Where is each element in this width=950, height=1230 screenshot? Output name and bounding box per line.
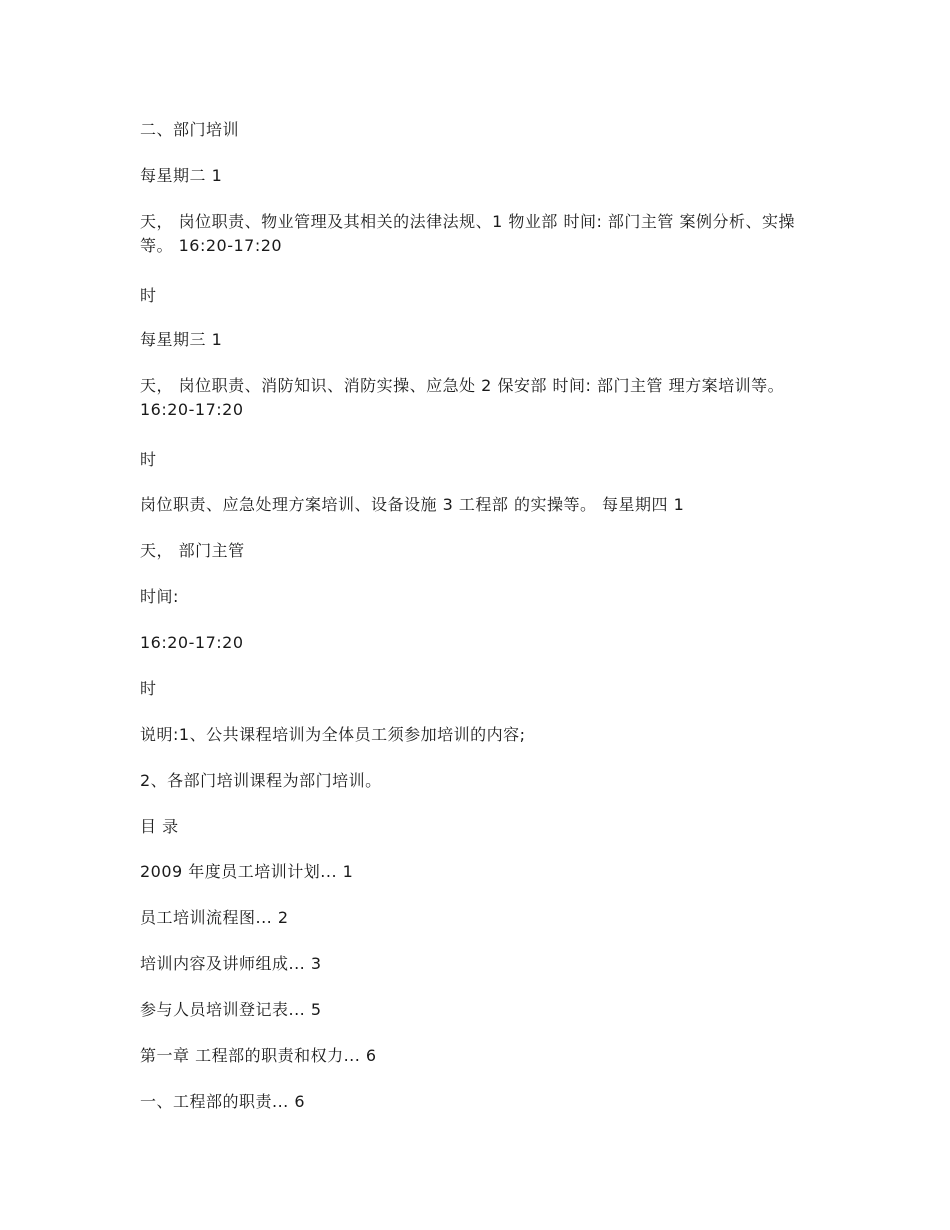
- note-line: 说明:1、公共课程培训为全体员工须参加培训的内容;: [140, 725, 526, 744]
- section-heading: 二、部门培训: [140, 120, 240, 139]
- toc-entry: 第一章 工程部的职责和权力... 6: [140, 1046, 377, 1065]
- text-line: 每星期二 1: [140, 166, 223, 185]
- text-line: 岗位职责、应急处理方案培训、设备设施 3 工程部 的实操等。 每星期四 1: [140, 495, 685, 514]
- text-line: 时: [140, 286, 157, 305]
- text-line: 天， 部门主管: [140, 541, 245, 560]
- text-line: 16:20-17:20: [140, 633, 244, 652]
- text-line: 时: [140, 450, 157, 469]
- toc-entry: 一、工程部的职责... 6: [140, 1092, 306, 1111]
- toc-entry: 培训内容及讲师组成... 3: [140, 954, 322, 973]
- text-line: 时: [140, 679, 157, 698]
- toc-entry: 参与人员培训登记表... 5: [140, 1000, 322, 1019]
- text-line: 每星期三 1: [140, 330, 223, 349]
- text-paragraph: 天， 岗位职责、物业管理及其相关的法律法规、1 物业部 时间: 部门主管 案例分析、实操等。 16:20-17:20: [140, 212, 796, 255]
- text-line: 时间:: [140, 587, 179, 606]
- text-paragraph: 天， 岗位职责、消防知识、消防实操、应急处 2 保安部 时间: 部门主管 理方案培训等。 16:20-17:20: [140, 376, 785, 419]
- toc-entry: 员工培训流程图... 2: [140, 908, 289, 927]
- toc-entry: 2009 年度员工培训计划... 1: [140, 862, 354, 881]
- toc-heading: 目 录: [140, 817, 179, 836]
- note-line: 2、各部门培训课程为部门培训。: [140, 771, 382, 790]
